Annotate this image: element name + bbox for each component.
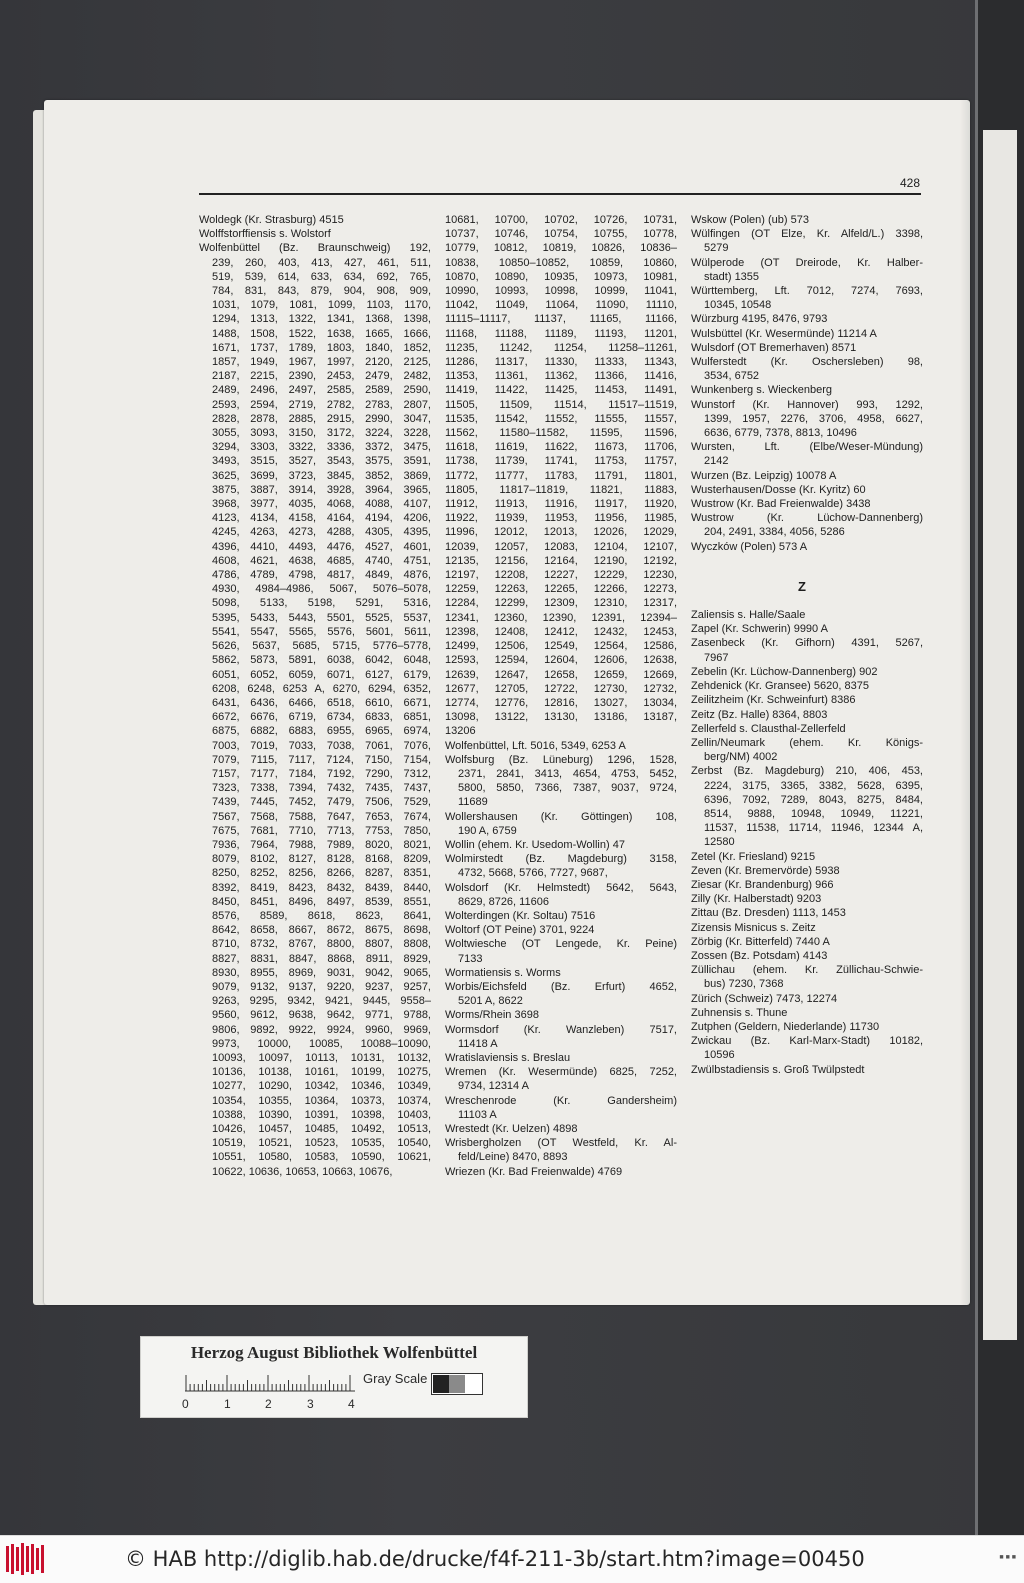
entry-line: Ziesar (Kr. Brandenburg) 966 xyxy=(691,878,834,891)
entry-line: 7936, 7964, 7988, 7989, 8020, 8021, xyxy=(212,838,431,851)
entry-line: 11689 xyxy=(458,796,488,809)
entry-line: Züllichau (ehem. Kr. Züllichau-Schwie- xyxy=(691,964,923,977)
entry-line: Wyczków (Polen) 573 A xyxy=(691,540,808,553)
entry-line: 784, 831, 843, 879, 904, 908, 909, xyxy=(212,285,431,298)
index-entry xyxy=(445,966,677,980)
entry-line: Worbis/Eichsfeld (Bz. Erfurt) 4652, xyxy=(445,980,677,993)
entry-line: 10277, 10290, 10342, 10346, 10349, xyxy=(212,1080,431,1093)
black-swatch xyxy=(433,1375,449,1393)
index-entry xyxy=(691,1034,923,1062)
entry-line: 7323, 7338, 7394, 7432, 7435, 7437, xyxy=(212,782,431,795)
index-entry xyxy=(445,937,677,965)
entry-line: 239, 260, 403, 413, 427, 461, 511, xyxy=(212,256,431,269)
page-shade xyxy=(960,100,970,1305)
entry-line: Zaliensis s. Halle/Saale xyxy=(691,609,806,622)
book-page xyxy=(44,100,970,1305)
entry-line: Wustrow (Kr. Bad Freienwalde) 3438 xyxy=(691,498,871,511)
entry-line: 4786, 4789, 4798, 4817, 4849, 4876, xyxy=(212,569,431,582)
entry-line: 10990, 10993, 10998, 10999, 11041, xyxy=(445,285,677,298)
index-entry xyxy=(691,906,923,920)
entry-line: berg/NM) 4002 xyxy=(704,751,778,764)
entry-line: 10596 xyxy=(704,1049,735,1062)
entry-line: 11805, 11817–11819, 11821, 11883, xyxy=(445,483,677,496)
index-entry xyxy=(691,850,923,864)
entry-line: 11535, 11542, 11552, 11555, 11557, xyxy=(445,412,677,425)
entry-line: Württemberg, Lft. 7012, 7274, 7693, xyxy=(691,285,923,298)
index-entry xyxy=(691,736,923,764)
index-entry xyxy=(691,665,923,679)
index-entry xyxy=(445,1094,677,1122)
entry-line: 4608, 4621, 4638, 4685, 4740, 4751, xyxy=(212,554,431,567)
entry-line: Zapel (Kr. Schwerin) 9990 A xyxy=(691,623,828,636)
entry-line: 6672, 6676, 6719, 6734, 6833, 6851, xyxy=(212,711,431,724)
entry-line: 10551, 10580, 10583, 10590, 10621, xyxy=(212,1151,431,1164)
entry-line: 8710, 8732, 8767, 8800, 8807, 8808, xyxy=(212,938,431,951)
next-page-strip xyxy=(975,0,1024,1535)
entry-line: 10093, 10097, 10113, 10131, 10132, xyxy=(212,1051,431,1064)
entry-line: 7675, 7681, 7710, 7713, 7753, 7850, xyxy=(212,824,431,837)
entry-line: feld/Leine) 8470, 8893 xyxy=(458,1151,568,1164)
index-entry xyxy=(445,980,677,1008)
entry-line: 5862, 5873, 5891, 6038, 6042, 6048, xyxy=(212,654,431,667)
next-page-edge xyxy=(983,130,1017,1340)
entry-line: 13098, 13122, 13130, 13186, 13187, xyxy=(445,711,677,724)
entry-line: 11353, 11361, 11362, 11366, 11416, xyxy=(445,370,677,383)
entry-line: 11103 A xyxy=(458,1108,497,1121)
entry-line: 10681, 10700, 10702, 10726, 10731, xyxy=(445,214,677,226)
entry-line: stadt) 1355 xyxy=(704,270,760,283)
entry-line: Zürich (Schweiz) 7473, 12274 xyxy=(691,992,838,1005)
entry-line: 10136, 10138, 10161, 10199, 10275, xyxy=(212,1066,431,1079)
entry-line: 12039, 12057, 12083, 12104, 12107, xyxy=(445,540,677,553)
entry-line: Zittau (Bz. Dresden) 1113, 1453 xyxy=(691,907,846,920)
entry-line: Wrestedt (Kr. Uelzen) 4898 xyxy=(445,1123,578,1135)
entry-line: Zutphen (Geldern, Niederlande) 11730 xyxy=(691,1020,880,1033)
entry-line: Zerbst (Bz. Magdeburg) 210, 406, 453, xyxy=(691,765,923,778)
index-column-1 xyxy=(199,213,431,1179)
entry-line: Wolfenbüttel (Bz. Braunschweig) 192, xyxy=(199,242,431,255)
entry-line: 12197, 12208, 12227, 12229, 12230, xyxy=(445,569,677,582)
entry-line: 4123, 4134, 4158, 4164, 4194, 4206, xyxy=(212,512,431,525)
entry-line: 8514, 9888, 10948, 10949, 11221, xyxy=(704,807,923,820)
entry-line: 9263, 9295, 9342, 9421, 9445, 9558– xyxy=(212,995,431,1008)
entry-line: Zörbig (Kr. Bitterfeld) 7440 A xyxy=(691,935,830,948)
ruler-number: 3 xyxy=(307,1397,314,1411)
entry-line: 5626, 5637, 5685, 5715, 5776–5778, xyxy=(212,640,431,653)
hab-logo-icon xyxy=(4,1542,48,1576)
entry-line: Wolterdingen (Kr. Soltau) 7516 xyxy=(445,909,596,922)
index-entry xyxy=(445,1065,677,1093)
entry-line: Wskow (Polen) (ub) 573 xyxy=(691,214,809,226)
ruler-number: 4 xyxy=(348,1397,355,1411)
entry-line: 6051, 6052, 6059, 6071, 6127, 6179, xyxy=(212,668,431,681)
entry-line: 12639, 12647, 12658, 12659, 12669, xyxy=(445,668,677,681)
page-number: 428 xyxy=(899,176,920,190)
section-letter-heading: Z xyxy=(798,578,806,594)
entry-line: 12593, 12594, 12604, 12606, 12638, xyxy=(445,654,677,667)
entry-line: 11286, 11317, 11330, 11333, 11343, xyxy=(445,356,677,369)
entry-line: 7003, 7019, 7033, 7038, 7061, 7076, xyxy=(212,739,431,752)
entry-line: 11115–11117, 11137, 11165, 11166, xyxy=(445,313,677,326)
entry-line: 7567, 7568, 7588, 7647, 7653, 7674, xyxy=(212,810,431,823)
index-entry xyxy=(445,1023,677,1051)
index-entry xyxy=(691,921,923,935)
entry-line: Zuhnensis s. Thune xyxy=(691,1006,788,1019)
index-entry xyxy=(445,838,677,852)
entry-line: 8392, 8419, 8423, 8432, 8439, 8440, xyxy=(212,881,431,894)
entry-line: 3625, 3699, 3723, 3845, 3852, 3869, xyxy=(212,469,431,482)
index-entry xyxy=(691,398,923,441)
entry-line: Zebelin (Kr. Lüchow-Dannenberg) 902 xyxy=(691,665,878,678)
entry-line: 8576, 8589, 8618, 8623, 8641, xyxy=(212,909,431,922)
entry-line: 6396, 7092, 7289, 8043, 8275, 8484, xyxy=(704,793,923,806)
entry-line: 10345, 10548 xyxy=(704,299,772,312)
index-entry xyxy=(445,1136,677,1164)
index-entry xyxy=(691,1020,923,1034)
index-entry xyxy=(691,693,923,707)
footer-bar xyxy=(0,1535,1024,1583)
index-entry xyxy=(691,256,923,284)
entry-line: 190 A, 6759 xyxy=(458,824,517,837)
entry-line: 5800, 5850, 7366, 7387, 9037, 9724, xyxy=(458,782,677,795)
entry-line: 3875, 3887, 3914, 3928, 3964, 3965, xyxy=(212,483,431,496)
entry-line: Wremen (Kr. Wesermünde) 6825, 7252, xyxy=(445,1066,677,1079)
entry-line: Zwülbstadiensis s. Groß Twülpstedt xyxy=(691,1063,865,1076)
entry-line: Zasenbeck (Kr. Gifhorn) 4391, 5267, xyxy=(691,637,923,650)
entry-line: 4930, 4984–4986, 5067, 5076–5078, xyxy=(212,583,431,596)
entry-line: 10519, 10521, 10523, 10535, 10540, xyxy=(212,1137,431,1150)
index-entry xyxy=(445,1008,677,1022)
index-entry xyxy=(691,622,923,636)
index-entry xyxy=(691,540,923,554)
entry-line: 10354, 10355, 10364, 10373, 10374, xyxy=(212,1094,431,1107)
index-entry xyxy=(691,227,923,255)
entry-line: 9806, 9892, 9922, 9924, 9960, 9969, xyxy=(212,1023,431,1036)
index-column-3-w-entries xyxy=(691,213,923,554)
entry-line: 11418 A xyxy=(458,1037,498,1050)
entry-line: 10870, 10890, 10935, 10973, 10981, xyxy=(445,270,677,283)
entry-line: 11505, 11509, 11514, 11517–11519, xyxy=(445,398,677,411)
entry-line: 1031, 1079, 1081, 1099, 1103, 1170, xyxy=(212,299,431,312)
entry-line: 11537, 11538, 11714, 11946, 12344 A, xyxy=(704,822,923,835)
entry-line: 12259, 12263, 12265, 12266, 12273, xyxy=(445,583,677,596)
index-entry xyxy=(691,327,923,341)
entry-line: 2371, 2841, 3413, 4654, 4753, 5452, xyxy=(458,767,677,780)
entry-line: Woltwiesche (OT Lengede, Kr. Peine) xyxy=(445,938,677,951)
index-entry xyxy=(691,511,923,539)
entry-line: 11618, 11619, 11622, 11673, 11706, xyxy=(445,441,677,454)
entry-line: 10622, 10636, 10653, 10663, 10676, xyxy=(212,1165,393,1178)
entry-line: Zeilitzheim (Kr. Schweinfurt) 8386 xyxy=(691,694,856,707)
index-entry xyxy=(691,992,923,1006)
entry-line: Zeitz (Bz. Halle) 8364, 8803 xyxy=(691,708,828,721)
entry-line: 10426, 10457, 10485, 10492, 10513, xyxy=(212,1123,431,1135)
entry-line: Zwickau (Bz. Karl-Marx-Stadt) 10182, xyxy=(691,1035,923,1048)
index-entry xyxy=(691,497,923,511)
entry-line: 5279 xyxy=(704,242,729,255)
index-entry xyxy=(691,708,923,722)
entry-line: Zilly (Kr. Halberstadt) 9203 xyxy=(691,893,822,906)
entry-line: 11922, 11939, 11953, 11956, 11985, xyxy=(445,512,677,525)
index-entry xyxy=(691,935,923,949)
entry-line: Wülperode (OT Dreirode, Kr. Halber- xyxy=(691,256,923,269)
entry-line: 2187, 2215, 2390, 2453, 2479, 2482, xyxy=(212,370,431,383)
entry-line: Zeven (Kr. Bremervörde) 5938 xyxy=(691,864,840,877)
entry-line: Wolsdorf (Kr. Helmstedt) 5642, 5643, xyxy=(445,881,677,894)
entry-line: 3055, 3093, 3150, 3172, 3224, 3228, xyxy=(212,427,431,440)
index-entry xyxy=(445,881,677,909)
entry-line: Wreschenrode (Kr. Gandersheim) xyxy=(445,1094,677,1107)
entry-line: Wratislaviensis s. Breslau xyxy=(445,1051,571,1064)
index-entry xyxy=(691,949,923,963)
entry-line: Wunkenberg s. Wieckenberg xyxy=(691,384,833,397)
entry-line: 5098, 5133, 5198, 5291, 5316, xyxy=(212,597,431,610)
entry-line: 3493, 3515, 3527, 3543, 3575, 3591, xyxy=(212,455,431,468)
index-entry xyxy=(445,739,677,753)
entry-line: Zossen (Bz. Potsdam) 4143 xyxy=(691,949,828,962)
entry-line: Wolfsburg (Bz. Lüneburg) 1296, 1528, xyxy=(445,753,677,766)
ruler-number: 0 xyxy=(182,1397,189,1411)
entry-line: 12135, 12156, 12164, 12190, 12192, xyxy=(445,554,677,567)
entry-line: Wollin (ehem. Kr. Usedom-Wollin) 47 xyxy=(445,838,625,851)
entry-line: Wülfingen (OT Elze, Kr. Alfeld/L.) 3398, xyxy=(691,228,923,241)
entry-line: 12499, 12506, 12549, 12564, 12586, xyxy=(445,640,677,653)
entry-line: Wulsbüttel (Kr. Wesermünde) 11214 A xyxy=(691,327,877,340)
entry-line: Zellin/Neumark (ehem. Kr. Königs- xyxy=(691,736,923,749)
index-entry xyxy=(445,852,677,880)
entry-line: Zetel (Kr. Friesland) 9215 xyxy=(691,850,816,863)
entry-line: Wrisbergholzen (OT Westfeld, Kr. Al- xyxy=(445,1137,677,1150)
entry-line: 11168, 11188, 11189, 11193, 11201, xyxy=(445,327,677,340)
entry-line: 11419, 11422, 11425, 11453, 11491, xyxy=(445,384,677,397)
index-entry xyxy=(691,355,923,383)
entry-line: 12774, 12776, 12816, 13027, 13034, xyxy=(445,696,677,709)
index-column-3 xyxy=(691,213,923,1077)
entry-line: 9560, 9612, 9638, 9642, 9771, 9788, xyxy=(212,1009,431,1022)
library-name: Herzog August Bibliothek Wolfenbüttel xyxy=(190,1343,478,1362)
index-entry xyxy=(691,469,923,483)
entry-line: 8079, 8102, 8127, 8128, 8168, 8209, xyxy=(212,853,431,866)
entry-line: 7133 xyxy=(458,952,483,965)
index-entry xyxy=(691,213,923,227)
gray-scale-label: Gray Scale xyxy=(363,1371,428,1386)
entry-line: 6431, 6436, 6466, 6518, 6610, 6671, xyxy=(212,696,431,709)
entry-line: 1671, 1737, 1789, 1803, 1840, 1852, xyxy=(212,341,431,354)
index-entry xyxy=(691,312,923,326)
entry-line: Wustrow (Kr. Lüchow-Dannenberg) xyxy=(691,512,923,525)
index-column-2 xyxy=(445,213,677,1179)
entry-line: 2593, 2594, 2719, 2782, 2783, 2807, xyxy=(212,398,431,411)
entry-line: 8250, 8252, 8256, 8266, 8287, 8351, xyxy=(212,867,431,880)
entry-line: 12398, 12408, 12412, 12432, 12453, xyxy=(445,625,677,638)
index-entry xyxy=(199,227,431,241)
entry-line: 11912, 11913, 11916, 11917, 11920, xyxy=(445,498,677,511)
entry-line: 7079, 7115, 7117, 7124, 7150, 7154, xyxy=(212,753,431,766)
entry-line: Woltorf (OT Peine) 3701, 9224 xyxy=(445,924,595,937)
index-entry xyxy=(691,1006,923,1020)
entry-line: 10779, 10812, 10819, 10826, 10836– xyxy=(445,242,677,255)
entry-line: 7157, 7177, 7184, 7192, 7290, 7312, xyxy=(212,767,431,780)
entry-line: 3968, 3977, 4035, 4068, 4088, 4107, xyxy=(212,498,431,511)
copyright-url-text: © HAB http://diglib.hab.de/drucke/f4f-211-3b/start.htm?image=00450 xyxy=(125,1547,865,1571)
index-entry xyxy=(691,636,923,664)
entry-line: Wusterhausen/Dosse (Kr. Kyritz) 60 xyxy=(691,483,866,496)
entry-line: 11042, 11049, 11064, 11090, 11110, xyxy=(445,299,677,312)
entry-line: Zizensis Misnicus s. Zeitz xyxy=(691,921,816,934)
entry-line: 7439, 7445, 7452, 7479, 7506, 7529, xyxy=(212,796,431,809)
entry-line: 2142 xyxy=(704,455,729,468)
gray-swatch xyxy=(449,1375,465,1393)
index-entry xyxy=(445,1051,677,1065)
index-entry xyxy=(691,864,923,878)
entry-line: 10737, 10746, 10754, 10755, 10778, xyxy=(445,228,677,241)
entry-line: Woldegk (Kr. Strasburg) 4515 xyxy=(199,214,344,226)
entry-line: 11738, 11739, 11741, 11753, 11757, xyxy=(445,455,677,468)
index-entry xyxy=(691,383,923,397)
index-entry xyxy=(691,892,923,906)
entry-line: Wulsdorf (OT Bremerhaven) 8571 xyxy=(691,341,857,354)
entry-line: 11996, 12012, 12013, 12026, 12029, xyxy=(445,526,677,539)
entry-line: 12284, 12299, 12309, 12310, 12317, xyxy=(445,597,677,610)
entry-line: 7967 xyxy=(704,651,729,664)
index-entry xyxy=(691,483,923,497)
entry-line: 4732, 5668, 5766, 7727, 9687, xyxy=(458,867,608,880)
entry-line: 5395, 5433, 5443, 5501, 5525, 5537, xyxy=(212,611,431,624)
entry-line: Wriezen (Kr. Bad Freienwalde) 4769 xyxy=(445,1165,623,1178)
entry-line: 8827, 8831, 8847, 8868, 8911, 8929, xyxy=(212,952,431,965)
entry-line: 2489, 2496, 2497, 2585, 2589, 2590, xyxy=(212,384,431,397)
entry-line: Wolffstorffiensis s. Wolstorf xyxy=(199,228,331,241)
entry-line: 12341, 12360, 12390, 12391, 12394– xyxy=(445,611,677,624)
entry-line: 6208, 6248, 6253 A, 6270, 6294, 6352, xyxy=(212,682,431,695)
entry-line: 10838, 10850–10852, 10859, 10860, xyxy=(445,256,677,269)
entry-line: 12580 xyxy=(704,836,735,849)
entry-line: Zellerfeld s. Clausthal-Zellerfeld xyxy=(691,722,846,735)
entry-line: 11772, 11777, 11783, 11791, 11801, xyxy=(445,469,677,482)
binding-edge xyxy=(975,0,978,1535)
entry-line: 4245, 4263, 4273, 4288, 4305, 4395, xyxy=(212,526,431,539)
index-entry xyxy=(199,213,431,227)
entry-line: Würzburg 4195, 8476, 9793 xyxy=(691,313,828,326)
index-column-3-z-entries xyxy=(691,608,923,1077)
entry-line: 519, 539, 614, 633, 634, 692, 765, xyxy=(212,270,431,283)
index-entry xyxy=(691,608,923,622)
entry-line: 10388, 10390, 10391, 10398, 10403, xyxy=(212,1108,431,1121)
entry-line: 5541, 5547, 5565, 5576, 5601, 5611, xyxy=(212,625,431,638)
entry-line: 11235, 11242, 11254, 11258–11261, xyxy=(445,341,677,354)
entry-line: 8930, 8955, 8969, 9031, 9042, 9065, xyxy=(212,966,431,979)
entry-line: 8450, 8451, 8496, 8497, 8539, 8551, xyxy=(212,895,431,908)
index-entry xyxy=(691,440,923,468)
entry-line: Wursten, Lft. (Elbe/Weser-Mündung) xyxy=(691,441,923,454)
entry-line: 5201 A, 8622 xyxy=(458,995,523,1008)
entry-line: 13206 xyxy=(445,725,476,738)
entry-line: Wormatiensis s. Worms xyxy=(445,966,561,979)
gray-scale-swatch xyxy=(431,1373,483,1395)
corner-mark: ■ ■ ■ xyxy=(999,1554,1016,1561)
index-entry xyxy=(691,764,923,849)
entry-line: 204, 2491, 3384, 4056, 5286 xyxy=(704,526,845,539)
entry-line: 6875, 6882, 6883, 6955, 6965, 6974, xyxy=(212,725,431,738)
entry-line: bus) 7230, 7368 xyxy=(704,978,784,991)
entry-line: Wulferstedt (Kr. Oschersleben) 98, xyxy=(691,356,923,369)
entry-line: 8629, 8726, 11606 xyxy=(458,895,549,908)
index-entry xyxy=(691,341,923,355)
entry-line: Wollershausen (Kr. Göttingen) 108, xyxy=(445,810,677,823)
index-entry xyxy=(691,722,923,736)
index-entry xyxy=(445,923,677,937)
index-entry xyxy=(445,909,677,923)
index-entry xyxy=(445,753,677,810)
entry-line: Worms/Rhein 3698 xyxy=(445,1009,539,1022)
index-entry xyxy=(691,1063,923,1077)
color-calibration-card xyxy=(140,1336,528,1418)
index-entry xyxy=(691,878,923,892)
entry-line: Zehdenick (Kr. Gransee) 5620, 8375 xyxy=(691,680,869,693)
entry-line: 12677, 12705, 12722, 12730, 12732, xyxy=(445,682,677,695)
index-entry xyxy=(445,213,677,739)
index-entry xyxy=(445,810,677,838)
index-entry xyxy=(199,241,431,1178)
entry-line: 1294, 1313, 1322, 1341, 1368, 1398, xyxy=(212,313,431,326)
entry-line: Wunstorf (Kr. Hannover) 993, 1292, xyxy=(691,398,923,411)
entry-line: 6636, 6779, 7378, 8813, 10496 xyxy=(704,427,857,440)
entry-line: 9079, 9132, 9137, 9220, 9237, 9257, xyxy=(212,980,431,993)
header-rule xyxy=(199,193,921,195)
entry-line: 1399, 1957, 2276, 3706, 4958, 6627, xyxy=(704,412,923,425)
index-entry xyxy=(445,1122,677,1136)
index-entry xyxy=(691,963,923,991)
index-entry xyxy=(445,1165,677,1179)
entry-line: 3294, 3303, 3322, 3336, 3372, 3475, xyxy=(212,441,431,454)
entry-line: 2224, 3175, 3365, 3382, 5628, 6395, xyxy=(704,779,923,792)
entry-line: 8642, 8658, 8667, 8672, 8675, 8698, xyxy=(212,924,431,937)
index-entry xyxy=(691,679,923,693)
entry-line: 9973, 10000, 10085, 10088–10090, xyxy=(212,1037,431,1050)
entry-line: Wolfenbüttel, Lft. 5016, 5349, 6253 A xyxy=(445,739,626,752)
measurement-ruler xyxy=(185,1374,355,1392)
index-entry xyxy=(691,284,923,312)
entry-line: 4396, 4410, 4493, 4476, 4527, 4601, xyxy=(212,540,431,553)
ruler-number: 1 xyxy=(224,1397,231,1411)
entry-line: 2828, 2878, 2885, 2915, 2990, 3047, xyxy=(212,412,431,425)
entry-line: Wolmirstedt (Bz. Magdeburg) 3158, xyxy=(445,853,677,866)
entry-line: Wormsdorf (Kr. Wanzleben) 7517, xyxy=(445,1023,677,1036)
entry-line: 9734, 12314 A xyxy=(458,1080,529,1093)
entry-line: 11562, 11580–11582, 11595, 11596, xyxy=(445,427,677,440)
entry-line: 1857, 1949, 1967, 1997, 2120, 2125, xyxy=(212,356,431,369)
entry-line: 1488, 1508, 1522, 1638, 1665, 1666, xyxy=(212,327,431,340)
ruler-number: 2 xyxy=(265,1397,272,1411)
entry-line: 3534, 6752 xyxy=(704,370,760,383)
entry-line: Wurzen (Bz. Leipzig) 10078 A xyxy=(691,469,837,482)
